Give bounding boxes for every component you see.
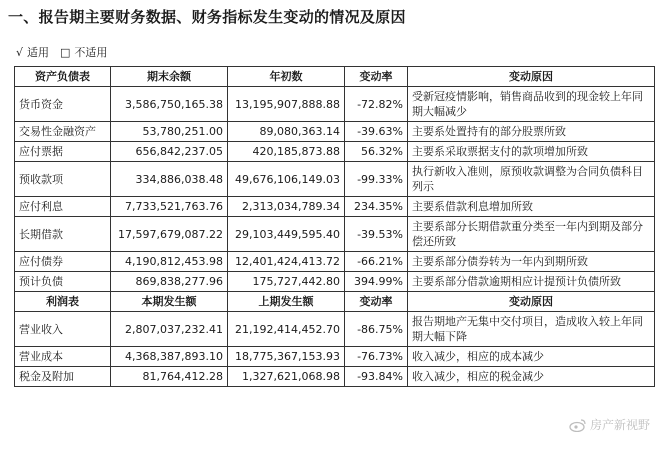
item-name: 税金及附加 [15, 367, 111, 387]
change-reason: 主要系借款利息增加所致 [408, 197, 655, 217]
begin-value: 29,103,449,595.40 [228, 217, 345, 252]
watermark-text: 房产新视野 [589, 418, 650, 432]
table-row [15, 87, 655, 122]
item-name: 长期借款 [15, 217, 111, 252]
end-value: 17,597,679,087.22 [111, 217, 228, 252]
change-reason: 收入减少，相应的成本减少 [408, 347, 655, 367]
current-value: 2,807,037,232.41 [111, 312, 228, 347]
header-begin-balance: 年初数 [228, 67, 345, 87]
header-current-period: 本期发生额 [111, 292, 228, 312]
table-row [15, 162, 655, 197]
table-row [15, 312, 655, 347]
watermark [569, 416, 650, 433]
end-value: 3,586,750,165.38 [111, 87, 228, 122]
item-name: 应付债券 [15, 252, 111, 272]
not-applicable-checkbox: □ [60, 46, 71, 59]
table-row [15, 272, 655, 292]
change-rate: -86.75% [345, 312, 408, 347]
end-value: 656,842,237.05 [111, 142, 228, 162]
header-prior-period: 上期发生额 [228, 292, 345, 312]
change-reason: 受新冠疫情影响，销售商品收到的现金较上年同期大幅减少 [408, 87, 655, 122]
current-value: 81,764,412.28 [111, 367, 228, 387]
end-value: 334,886,038.48 [111, 162, 228, 197]
begin-value: 2,313,034,789.34 [228, 197, 345, 217]
change-rate: -66.21% [345, 252, 408, 272]
current-value: 4,368,387,893.10 [111, 347, 228, 367]
header-change-rate: 变动率 [345, 292, 408, 312]
table-row [15, 197, 655, 217]
change-rate: 56.32% [345, 142, 408, 162]
header-change-rate: 变动率 [345, 67, 408, 87]
financial-changes-table [14, 66, 655, 387]
item-name: 应付票据 [15, 142, 111, 162]
applicable-label: 适用 [27, 46, 50, 59]
end-value: 7,733,521,763.76 [111, 197, 228, 217]
prior-value: 18,775,367,153.93 [228, 347, 345, 367]
change-reason: 执行新收入准则，原预收款调整为合同负债科目列示 [408, 162, 655, 197]
header-item: 资产负债表 [15, 67, 111, 87]
table-row [15, 367, 655, 387]
change-rate: -39.63% [345, 122, 408, 142]
header-change-reason: 变动原因 [408, 292, 655, 312]
begin-value: 13,195,907,888.88 [228, 87, 345, 122]
prior-value: 1,327,621,068.98 [228, 367, 345, 387]
change-rate: 394.99% [345, 272, 408, 292]
item-name: 营业收入 [15, 312, 111, 347]
not-applicable-label: 不适用 [74, 46, 108, 59]
table-row [15, 347, 655, 367]
change-rate: -39.53% [345, 217, 408, 252]
change-rate: -72.82% [345, 87, 408, 122]
begin-value: 12,401,424,413.72 [228, 252, 345, 272]
table-row [15, 122, 655, 142]
table-row [15, 217, 655, 252]
change-reason: 主要系部分长期借款重分类至一年内到期及部分偿还所致 [408, 217, 655, 252]
income-statement-header-row [15, 292, 655, 312]
table-row [15, 142, 655, 162]
item-name: 预计负债 [15, 272, 111, 292]
change-reason: 主要系处置持有的部分股票所致 [408, 122, 655, 142]
change-rate: 234.35% [345, 197, 408, 217]
header-change-reason: 变动原因 [408, 67, 655, 87]
header-end-balance: 期末余额 [111, 67, 228, 87]
section-heading: 一、报告期主要财务数据、财务指标发生变动的情况及原因 [8, 8, 406, 26]
change-reason: 主要系采取票据支付的款项增加所致 [408, 142, 655, 162]
change-rate: -76.73% [345, 347, 408, 367]
weibo-icon [569, 418, 587, 432]
begin-value: 49,676,106,149.03 [228, 162, 345, 197]
item-name: 货币资金 [15, 87, 111, 122]
end-value: 4,190,812,453.98 [111, 252, 228, 272]
item-name: 预收款项 [15, 162, 111, 197]
header-item: 利润表 [15, 292, 111, 312]
begin-value: 175,727,442.80 [228, 272, 345, 292]
change-reason: 主要系部分借款逾期相应计提预计负债所致 [408, 272, 655, 292]
begin-value: 89,080,363.14 [228, 122, 345, 142]
item-name: 应付利息 [15, 197, 111, 217]
applicable-checkmark: √ [16, 46, 24, 59]
begin-value: 420,185,873.88 [228, 142, 345, 162]
change-reason: 主要系部分债券转为一年内到期所致 [408, 252, 655, 272]
balance-sheet-header-row [15, 67, 655, 87]
change-reason: 收入减少，相应的税金减少 [408, 367, 655, 387]
applicability-options [16, 44, 111, 60]
change-rate: -93.84% [345, 367, 408, 387]
end-value: 869,838,277.96 [111, 272, 228, 292]
change-rate: -99.33% [345, 162, 408, 197]
end-value: 53,780,251.00 [111, 122, 228, 142]
prior-value: 21,192,414,452.70 [228, 312, 345, 347]
change-reason: 报告期地产无集中交付项目，造成收入较上年同期大幅下降 [408, 312, 655, 347]
item-name: 营业成本 [15, 347, 111, 367]
item-name: 交易性金融资产 [15, 122, 111, 142]
table-row [15, 252, 655, 272]
